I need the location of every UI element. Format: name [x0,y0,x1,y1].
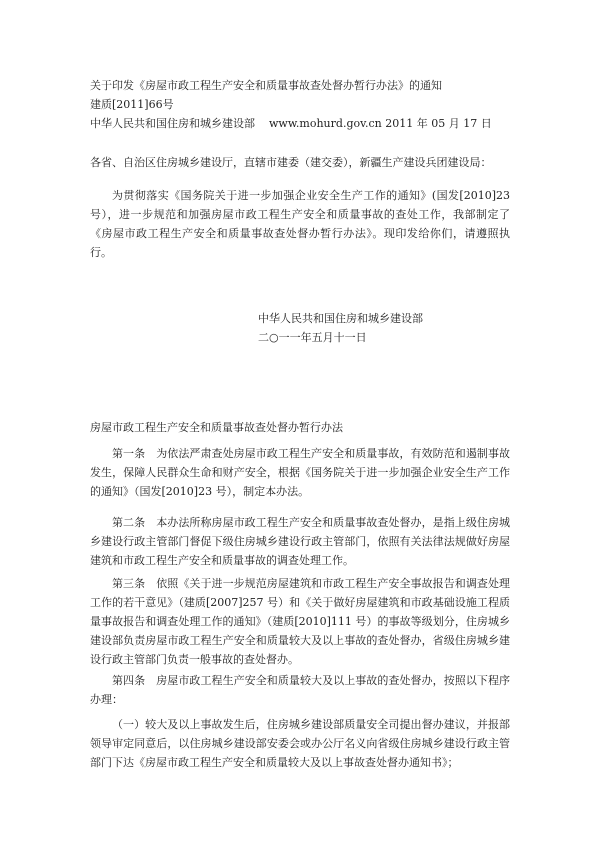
notice-body: 为贯彻落实《国务院关于进一步加强企业安全生产工作的通知》(国发[2010]23 号），进一步规范和加强房屋市政工程生产安全和质量事故的查处工作，我部制定了《房屋市政工程生产安全和质量事故查处督办暂行办法》。现印发给你们，请遵照执行。 [90,189,510,259]
issuer-line: 中华人民共和国住房和城乡建设部 www.mohurd.gov.cn 2011 年 05 月 17 日 [90,117,492,130]
document-number: 建质[2011]66号 [90,98,174,111]
signature-date: 二○一一年五月十一日 [258,331,367,344]
article-3: 第三条 依照《关于进一步规范房屋建筑和市政工程生产安全事故报告和调查处理工作的若干意见》（建质[2007]257 号）和《关于做好房屋建筑和市政基础设施工程质量事故报告和调查处理工作的通知》（建质[2010]111 号）的事故等级划分，住房城乡建设部负责房屋市政工程生产安全和质量较大及以上事故的查处督办，省级住房城乡建设行政主管部门负责一般事故的查处督办。 [90,577,510,666]
article-2: 第二条 本办法所称房屋市政工程生产安全和质量事故查处督办，是指上级住房城乡建设行政主管部门督促下级住房城乡建设行政主管部门，依照有关法律法规做好房屋建筑和市政工程生产安全和质量事故的调查处理工作。 [90,516,510,567]
article-4: 第四条 房屋市政工程生产安全和质量较大及以上事故的查处督办，按照以下程序办理： [90,674,510,706]
article-4-item-1: （一）较大及以上事故发生后，住房城乡建设部质量安全司提出督办建议，并报部领导审定同意后，以住房城乡建设部安委会或办公厅名义向省级住房城乡建设行政主管部门下达《房屋市政工程生产安全和质量较大及以上事故查处督办通知书》； [90,718,510,769]
measures-title: 房屋市政工程生产安全和质量事故查处督办暂行办法 [90,421,343,434]
notice-title: 关于印发《房屋市政工程生产安全和质量事故查处督办暂行办法》的通知 [90,79,442,92]
signature-org: 中华人民共和国住房和城乡建设部 [258,312,423,325]
article-1: 第一条 为依法严肃查处房屋市政工程生产安全和质量事故，有效防范和遏制事故发生，保障人民群众生命和财产安全，根据《国务院关于进一步加强企业安全生产工作的通知》（国发[2010]23 号），制定本办法。 [90,447,510,498]
addressees: 各省、自治区住房城乡建设厅，直辖市建委（建交委），新疆生产建设兵团建设局： [90,156,492,169]
